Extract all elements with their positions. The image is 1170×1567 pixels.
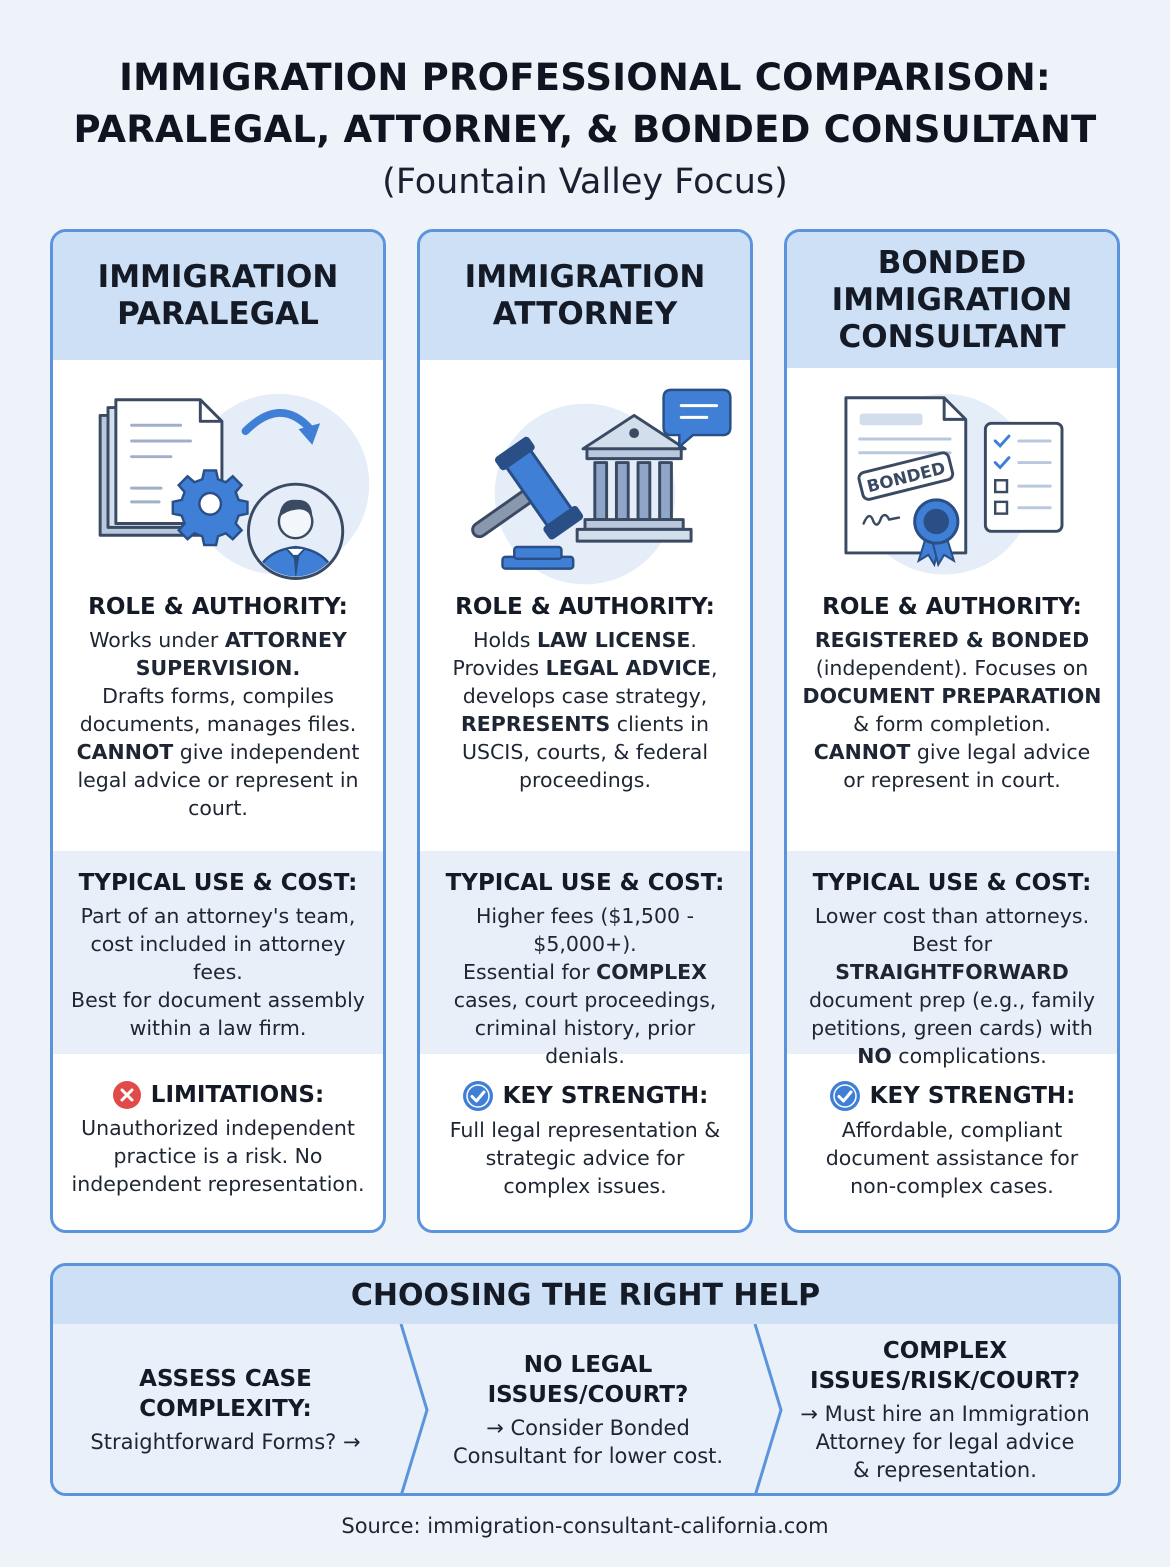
consultant-role-heading: ROLE & AUTHORITY:	[822, 594, 1082, 620]
consultant-cost-body: Lower cost than attorneys. Best for STRAIGHTFORWARD document prep (e.g., family petitions, green cards) with NO complications.	[808, 904, 1096, 1068]
consultant-role-body: REGISTERED & BONDED (independent). Focuses on DOCUMENT PREPARATION & form completion. CANNOT give legal advice or represent in court.	[802, 628, 1102, 792]
flow-step-no-legal-issues	[423, 1324, 753, 1496]
paralegal-limitations-heading: LIMITATIONS:	[150, 1082, 325, 1108]
attorney-strength-section	[420, 1080, 750, 1200]
page-header	[0, 52, 1170, 206]
paralegal-cost-section	[53, 851, 383, 1054]
attorney-cost-body: Higher fees ($1,500 - $5,000+). Essential for COMPLEX cases, court proceedings, criminal history, prior denials.	[453, 904, 717, 1068]
consultant-cost-section	[787, 851, 1117, 1068]
x-circle-icon	[112, 1080, 142, 1110]
paralegal-card	[50, 229, 386, 1233]
consultant-strength-body: Affordable, compliant document assistance for non-complex cases.	[825, 1118, 1079, 1198]
source-credit: Source: immigration-consultant-california.com	[341, 1514, 829, 1538]
paralegal-role-body: Works under ATTORNEY SUPERVISION. Drafts forms, compiles documents, manages files. CANNOT give independent legal advice or represent in court.	[76, 628, 360, 820]
attorney-role-section	[420, 592, 750, 794]
consultant-card	[784, 229, 1120, 1233]
page-title-line-2: PARALEGAL, ATTORNEY, & BONDED CONSULTANT	[73, 108, 1097, 151]
attorney-cost-heading: TYPICAL USE & COST:	[445, 870, 725, 896]
attorney-strength-body: Full legal representation & strategic advice for complex issues.	[449, 1118, 721, 1198]
paralegal-limitations-section	[53, 1080, 383, 1198]
paralegal-role-heading: ROLE & AUTHORITY:	[88, 594, 348, 620]
attorney-role-heading: ROLE & AUTHORITY:	[455, 594, 715, 620]
page-title-line-1: IMMIGRATION PROFESSIONAL COMPARISON:	[119, 56, 1051, 99]
consultant-strength-heading: KEY STRENGTH:	[869, 1083, 1076, 1109]
attorney-card-header	[420, 232, 750, 360]
flow-step-assess	[53, 1324, 398, 1496]
paralegal-cost-body: Part of an attorney's team, cost included in attorney fees. Best for document assembly within a law firm.	[71, 904, 365, 1040]
choosing-help-heading: CHOOSING THE RIGHT HELP	[53, 1266, 1118, 1324]
attorney-cost-section	[420, 851, 750, 1068]
bonded-stamp-text: BONDED	[865, 458, 948, 497]
paralegal-illustration-icon	[53, 384, 383, 604]
step-assess-heading: ASSESS CASE COMPLEXITY:	[139, 1366, 312, 1422]
attorney-role-body: Holds LAW LICENSE. Provides LEGAL ADVICE, develops case strategy, REPRESENTS clients in USCIS, courts, & federal proceedings.	[452, 628, 718, 792]
paralegal-limitations-body: Unauthorized independent practice is a risk. No independent representation.	[71, 1116, 365, 1196]
check-circle-icon	[829, 1080, 861, 1112]
attorney-strength-heading: KEY STRENGTH:	[502, 1083, 709, 1109]
paralegal-role-section	[53, 592, 383, 822]
paralegal-cost-heading: TYPICAL USE & COST:	[78, 870, 358, 896]
check-circle-icon	[462, 1080, 494, 1112]
attorney-card	[417, 229, 753, 1233]
step-no-legal-heading: NO LEGAL ISSUES/COURT?	[487, 1352, 689, 1408]
flow-step-complex	[775, 1324, 1115, 1496]
consultant-strength-section	[787, 1080, 1117, 1200]
attorney-card-title: IMMIGRATION ATTORNEY	[464, 259, 706, 332]
step-no-legal-body: → Consider Bonded Consultant for lower cost.	[452, 1416, 724, 1468]
consultant-cost-heading: TYPICAL USE & COST:	[812, 870, 1092, 896]
paralegal-card-header	[53, 232, 383, 360]
consultant-illustration-icon	[787, 384, 1117, 604]
choosing-help-panel	[50, 1263, 1121, 1496]
paralegal-card-title: IMMIGRATION PARALEGAL	[97, 259, 339, 332]
step-complex-body: → Must hire an Immigration Attorney for legal advice & representation.	[800, 1402, 1090, 1482]
consultant-card-title: BONDED IMMIGRATION CONSULTANT	[831, 244, 1073, 355]
page-subtitle: (Fountain Valley Focus)	[382, 162, 788, 202]
consultant-card-header	[787, 232, 1117, 368]
step-complex-heading: COMPLEX ISSUES/RISK/COURT?	[810, 1338, 1080, 1394]
step-assess-body: Straightforward Forms? →	[90, 1430, 361, 1454]
attorney-illustration-icon	[420, 384, 750, 604]
consultant-role-section	[787, 592, 1117, 794]
